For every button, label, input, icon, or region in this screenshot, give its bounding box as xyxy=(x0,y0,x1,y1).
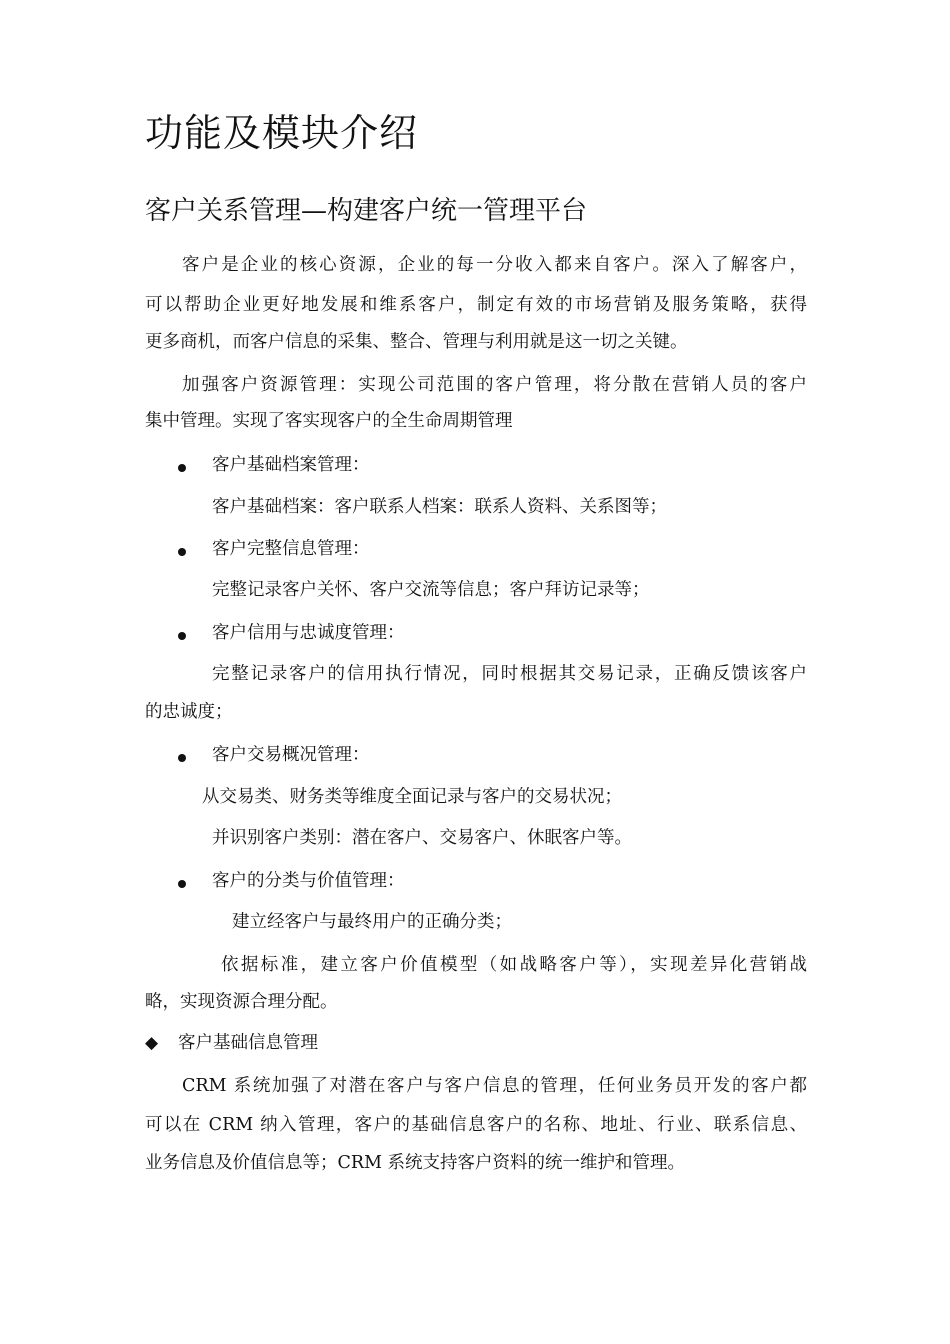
diamond-bullet-icon: ◆ xyxy=(145,1033,159,1053)
item-line: 客户基础档案：客户联系人档案：联系人资料、关系图等； xyxy=(212,497,667,517)
item-line: 完整记录客户关怀、客户交流等信息；客户拜访记录等； xyxy=(212,580,650,600)
section-line-2: 可以在 CRM 纳入管理，客户的基础信息客户的名称、地址、行业、联系信息、 xyxy=(145,1115,807,1135)
item-line: 完整记录客户的信用执行情况，同时根据其交易记录，正确反馈该客户 xyxy=(212,664,807,684)
item-line: 依据标准，建立客户价值模型（如战略客户等），实现差异化营销战 xyxy=(221,955,807,975)
intro-line-1: 客户是企业的核心资源，企业的每一分收入都来自客户。深入了解客户， xyxy=(182,255,807,275)
bullet-dot xyxy=(178,464,186,472)
page-subtitle: 客户关系管理—构建客户统一管理平台 xyxy=(145,196,588,226)
item-line: 并识别客户类别：潜在客户、交易客户、休眠客户等。 xyxy=(212,828,632,848)
strengthen-line-1: 加强客户资源管理：实现公司范围的客户管理，将分散在营销人员的客户 xyxy=(182,375,807,395)
section-heading: 客户基础信息管理 xyxy=(178,1033,318,1053)
item-line: 建立经客户与最终用户的正确分类； xyxy=(232,912,512,932)
item-line: 从交易类、财务类等维度全面记录与客户的交易状况； xyxy=(202,787,622,807)
strengthen-line-2: 集中管理。实现了客实现客户的全生命周期管理 xyxy=(145,411,513,431)
item-line: 的忠诚度； xyxy=(145,702,233,722)
intro-line-3: 更多商机，而客户信息的采集、整合、管理与利用就是这一切之关键。 xyxy=(145,332,688,352)
page-title: 功能及模块介绍 xyxy=(145,111,419,155)
item-heading-5: 客户的分类与价值管理： xyxy=(212,871,405,891)
item-heading-1: 客户基础档案管理： xyxy=(212,455,370,475)
item-line: 略，实现资源合理分配。 xyxy=(145,992,338,1012)
item-heading-2: 客户完整信息管理： xyxy=(212,539,370,559)
bullet-dot xyxy=(178,754,186,762)
item-heading-4: 客户交易概况管理： xyxy=(212,745,370,765)
intro-line-2: 可以帮助企业更好地发展和维系客户，制定有效的市场营销及服务策略，获得 xyxy=(145,295,807,315)
section-line-3: 业务信息及价值信息等；CRM 系统支持客户资料的统一维护和管理。 xyxy=(145,1153,686,1173)
bullet-dot xyxy=(178,548,186,556)
bullet-dot xyxy=(178,632,186,640)
section-line-1: CRM 系统加强了对潜在客户与客户信息的管理，任何业务员开发的客户都 xyxy=(182,1076,807,1096)
bullet-dot xyxy=(178,880,186,888)
item-heading-3: 客户信用与忠诚度管理： xyxy=(212,623,405,643)
